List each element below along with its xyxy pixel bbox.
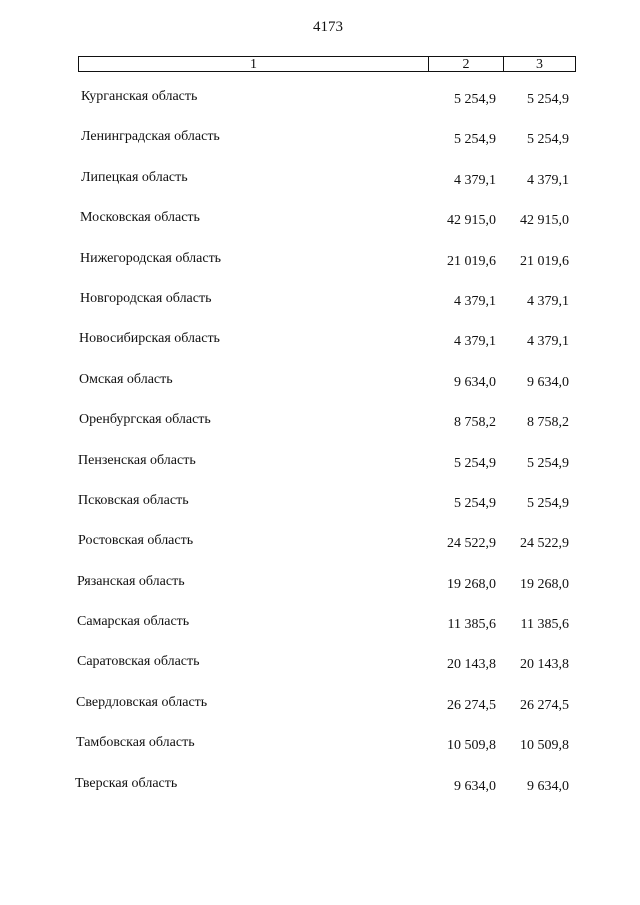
value-col-2: 11 385,6	[447, 617, 496, 633]
region-name: Рязанская область	[77, 573, 185, 589]
value-col-2: 9 634,0	[454, 374, 496, 390]
region-name: Ростовская область	[78, 533, 194, 549]
value-col-2: 5 254,9	[454, 495, 496, 511]
value-col-2: 4 379,1	[454, 172, 496, 188]
region-name: Пензенская область	[78, 452, 196, 468]
value-col-3: 9 634,0	[527, 778, 569, 794]
value-col-2: 21 019,6	[447, 253, 496, 269]
value-col-3: 5 254,9	[527, 455, 569, 471]
table-row	[0, 251, 640, 291]
region-name: Курганская область	[81, 89, 198, 104]
region-name: Псковская область	[78, 492, 189, 508]
region-name: Самарская область	[77, 614, 190, 630]
column-header-2: 2	[429, 57, 504, 71]
value-col-2: 4 379,1	[454, 293, 496, 309]
value-col-3: 5 254,9	[527, 92, 569, 107]
table-row	[0, 331, 640, 371]
value-col-3: 11 385,6	[520, 617, 569, 633]
region-name: Оренбургская область	[79, 412, 211, 428]
value-col-3: 5 254,9	[527, 495, 569, 511]
value-col-3: 20 143,8	[520, 657, 569, 673]
value-col-2: 26 274,5	[447, 697, 496, 713]
table-row	[0, 129, 640, 169]
table-row	[0, 89, 640, 129]
table-row	[0, 291, 640, 331]
region-name: Тверская область	[75, 775, 178, 791]
value-col-2: 4 379,1	[454, 334, 496, 350]
value-col-3: 8 758,2	[527, 415, 569, 431]
value-col-2: 42 915,0	[447, 213, 496, 229]
value-col-2: 20 143,8	[447, 657, 496, 673]
page-number: 4173	[313, 19, 343, 35]
region-name: Тамбовская область	[76, 735, 195, 751]
region-name: Ленинградская область	[81, 129, 220, 145]
table-row	[0, 412, 640, 452]
table-row	[0, 735, 640, 775]
value-col-2: 19 268,0	[447, 576, 496, 592]
value-col-3: 26 274,5	[520, 697, 569, 713]
table-header	[78, 56, 576, 72]
region-name: Московская область	[80, 210, 200, 226]
column-header-1: 1	[79, 57, 429, 71]
region-name: Омская область	[79, 371, 173, 387]
value-col-2: 5 254,9	[454, 455, 496, 471]
value-col-3: 21 019,6	[520, 253, 569, 269]
value-col-3: 42 915,0	[520, 213, 569, 229]
region-name: Свердловская область	[76, 694, 208, 710]
value-col-2: 10 509,8	[447, 738, 496, 754]
table-row	[0, 614, 640, 654]
value-col-3: 4 379,1	[527, 293, 569, 309]
value-col-2: 5 254,9	[454, 132, 496, 148]
table-row	[0, 453, 640, 493]
table-row	[0, 654, 640, 694]
value-col-3: 24 522,9	[520, 536, 569, 552]
region-name: Нижегородская область	[80, 250, 222, 266]
value-col-2: 5 254,9	[454, 92, 496, 107]
value-col-2: 24 522,9	[447, 536, 496, 552]
region-name: Липецкая область	[81, 169, 188, 185]
value-col-2: 9 634,0	[454, 778, 496, 794]
table-row	[0, 210, 640, 250]
region-name: Новосибирская область	[79, 331, 220, 347]
table-row	[0, 695, 640, 735]
table-body	[0, 89, 640, 816]
value-col-3: 19 268,0	[520, 576, 569, 592]
table-row	[0, 776, 640, 816]
region-name: Новгородская область	[80, 290, 212, 306]
table-row	[0, 170, 640, 210]
value-col-2: 8 758,2	[454, 415, 496, 431]
value-col-3: 4 379,1	[527, 334, 569, 350]
column-header-3: 3	[536, 57, 543, 72]
table-row	[0, 372, 640, 412]
region-name: Саратовская область	[77, 654, 200, 670]
value-col-3: 5 254,9	[527, 132, 569, 148]
value-col-3: 10 509,8	[520, 738, 569, 754]
table-row	[0, 533, 640, 573]
value-col-3: 9 634,0	[527, 374, 569, 390]
table-row	[0, 493, 640, 533]
value-col-3: 4 379,1	[527, 172, 569, 188]
table-row	[0, 574, 640, 614]
